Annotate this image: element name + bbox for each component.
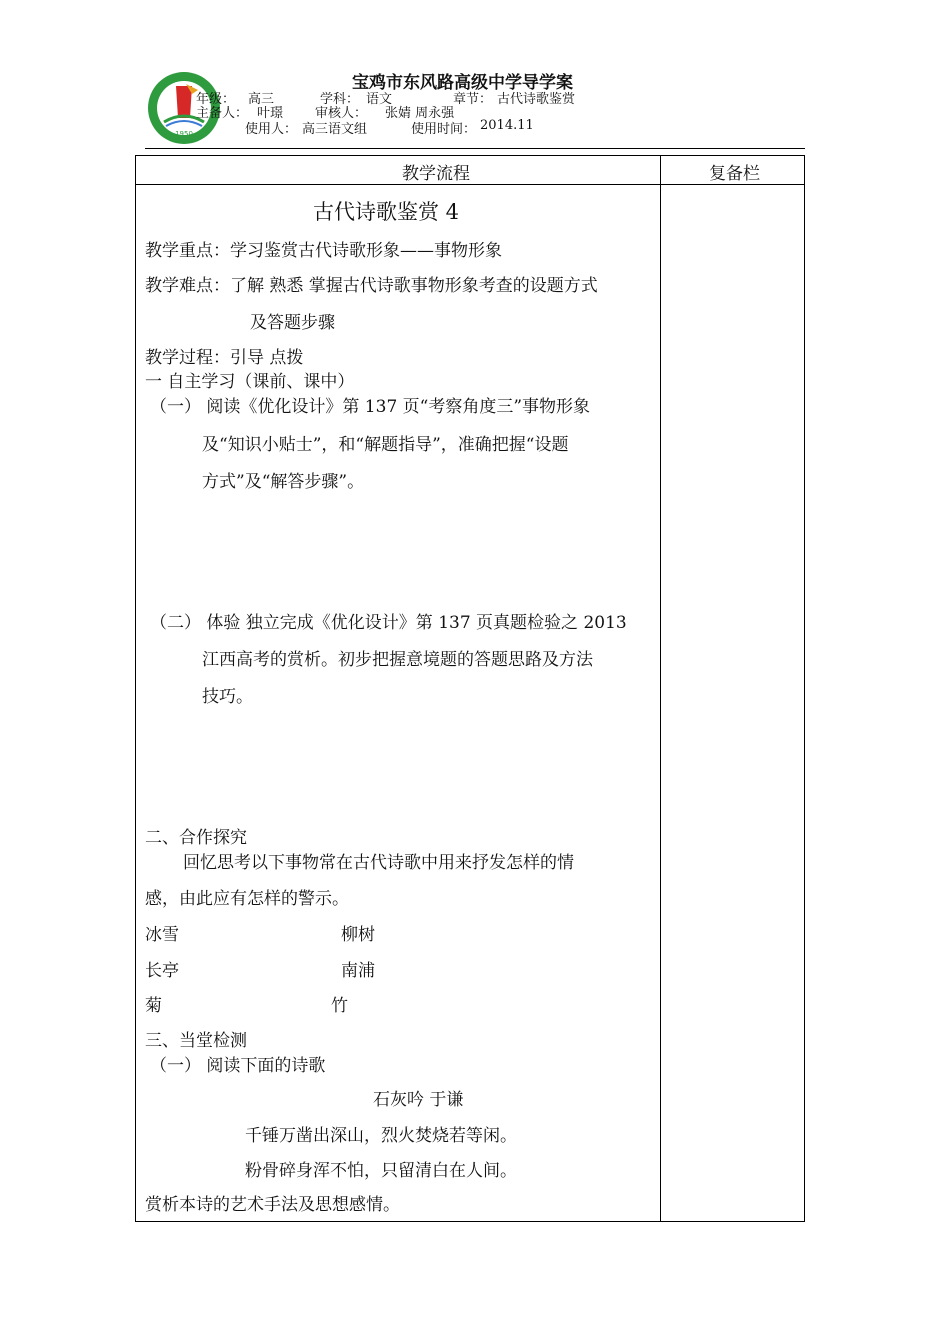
header-row-divider <box>135 184 805 185</box>
grade-label: 年级： <box>196 92 236 107</box>
lesson-title: 古代诗歌鉴赏 4 <box>313 200 460 224</box>
poem-line-1: 千锤万凿出深山，烈火焚烧若等闲。 <box>245 1126 517 1146</box>
section-2-line-1: 回忆思考以下事物常在古代诗歌中用来抒发怎样的情 <box>183 853 574 873</box>
item-long-pavilion: 长亭 <box>145 961 179 981</box>
header-divider <box>145 148 805 149</box>
lead-label: 主备人： <box>196 106 249 121</box>
user-label: 使用人： <box>245 122 298 137</box>
school-title: 宝鸡市东风路高级中学导学案 <box>352 73 573 93</box>
process: 教学过程：引导 点拨 <box>145 348 304 368</box>
question: 赏析本诗的艺术手法及思想感情。 <box>145 1195 400 1215</box>
time-value: 2014.11 <box>480 118 534 133</box>
difficulty-line-2: 及答题步骤 <box>250 313 335 333</box>
column-header-notes: 复备栏 <box>709 164 760 184</box>
section-1-item-1-line-2: 及“知识小贴士”，和“解题指导”，准确把握“设题 <box>202 435 569 455</box>
section-1-title: 一 自主学习（课前、课中） <box>145 372 355 392</box>
section-1-item-1-line-3: 方式”及“解答步骤”。 <box>202 472 365 492</box>
difficulty-line-1: 教学难点：了解 熟悉 掌握古代诗歌事物形象考查的设题方式 <box>145 276 598 296</box>
item-chrysanthemum: 菊 <box>145 996 162 1016</box>
section-2-title: 二、合作探究 <box>145 828 247 848</box>
subject-label: 学科： <box>320 92 360 107</box>
user-value: 高三语文组 <box>302 122 368 137</box>
section-2-line-2: 感，由此应有怎样的警示。 <box>145 889 349 909</box>
section-1-item-2-line-1: （二） 体验 独立完成《优化设计》第 137 页真题检验之 2013 <box>150 613 627 633</box>
lead-value: 叶璟 <box>257 106 284 121</box>
section-1-item-2-line-3: 技巧。 <box>202 687 253 707</box>
grade-value: 高三 <box>248 92 275 107</box>
section-1-item-1-line-1: （一） 阅读《优化设计》第 137 页“考察角度三”事物形象 <box>150 397 591 417</box>
key-point: 教学重点：学习鉴赏古代诗歌形象——事物形象 <box>145 241 502 261</box>
section-1-item-2-line-2: 江西高考的赏析。初步把握意境题的答题思路及方法 <box>202 650 593 670</box>
section-3-item-1: （一） 阅读下面的诗歌 <box>150 1056 326 1076</box>
time-label: 使用时间： <box>411 122 477 137</box>
chapter-label: 章节： <box>453 92 493 107</box>
reviewer-label: 审核人： <box>315 106 368 121</box>
logo-year: 1950 <box>175 130 193 138</box>
chapter-value: 古代诗歌鉴赏 <box>497 92 576 107</box>
item-bamboo: 竹 <box>331 996 348 1016</box>
item-willow: 柳树 <box>341 925 375 945</box>
item-ice-snow: 冰雪 <box>145 925 179 945</box>
poem-title: 石灰吟 于谦 <box>373 1090 464 1110</box>
subject-value: 语文 <box>366 92 393 107</box>
poem-line-2: 粉骨碎身浑不怕，只留清白在人间。 <box>245 1161 517 1181</box>
reviewer-value: 张婧 周永强 <box>385 106 455 121</box>
column-divider <box>660 155 661 1222</box>
section-3-title: 三、当堂检测 <box>145 1031 247 1051</box>
item-nanpu: 南浦 <box>341 961 375 981</box>
column-header-flow: 教学流程 <box>402 164 470 184</box>
